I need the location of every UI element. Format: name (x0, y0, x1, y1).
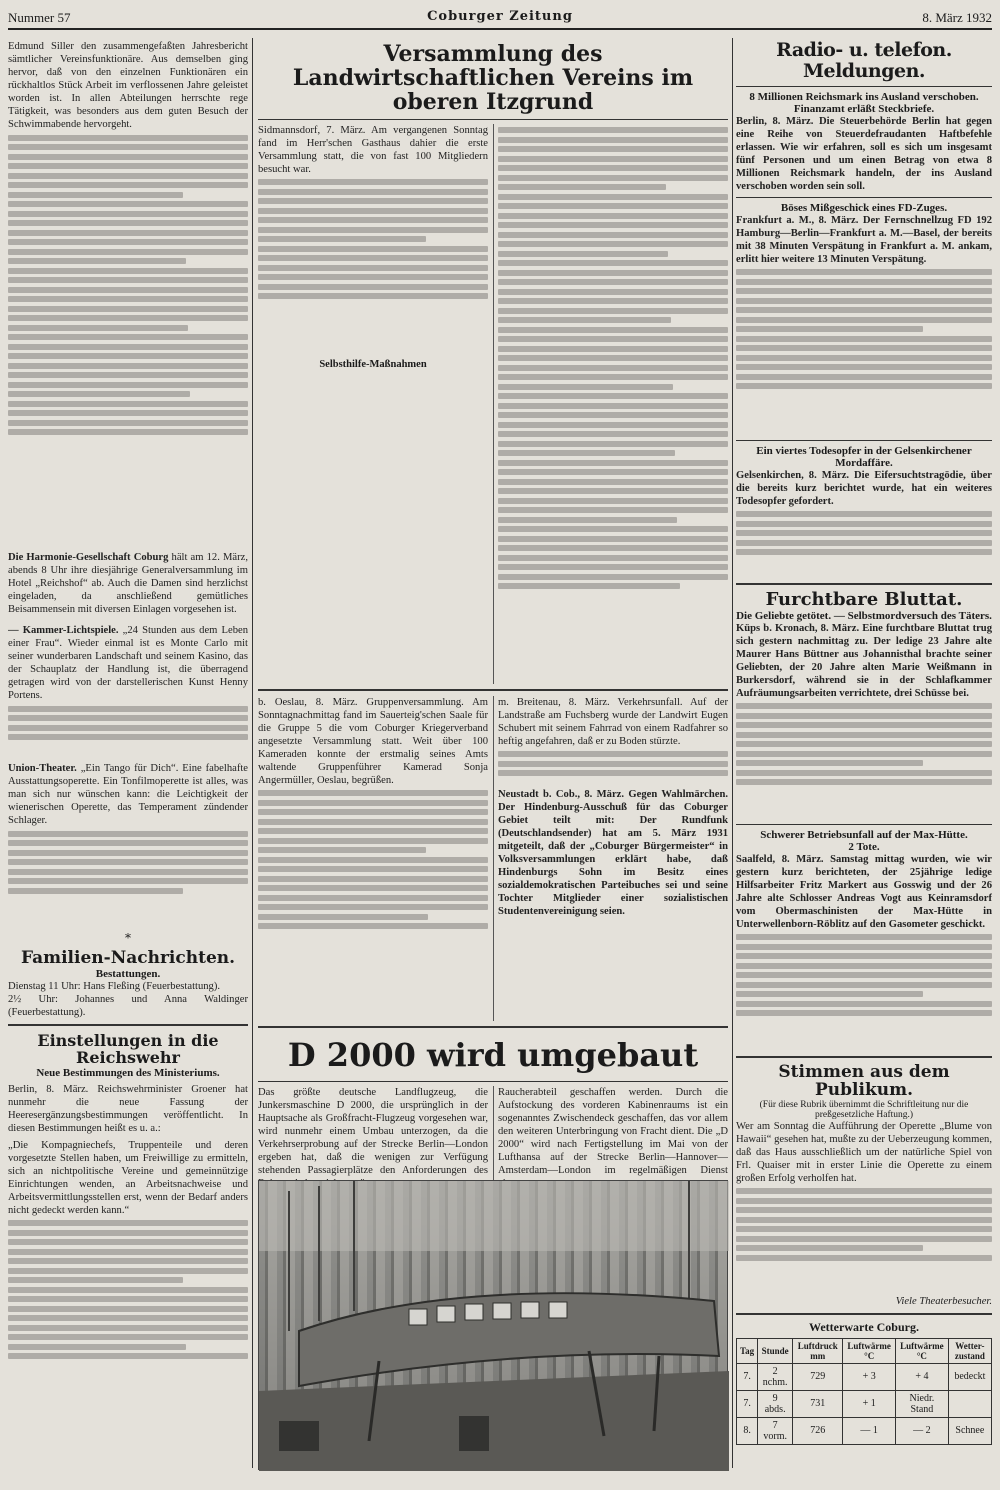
text-line (736, 963, 992, 969)
text-line (8, 192, 183, 198)
text-line (8, 715, 248, 721)
text-line (8, 144, 248, 150)
text-line (498, 146, 728, 152)
text-line (8, 1306, 248, 1312)
text-line (8, 859, 248, 865)
weather-cell: Niedr. Stand (896, 1390, 949, 1417)
article-body-filler (736, 266, 992, 436)
text-line (498, 469, 728, 475)
text-line (498, 270, 728, 276)
weather-row (737, 1417, 992, 1444)
versammlung-heading: Versammlung des Landwirtschaftlichen Vereins im oberen Itzgrund (292, 41, 694, 116)
text-line (258, 217, 488, 223)
text-line (498, 517, 677, 523)
text-line (498, 770, 728, 776)
bluttat-subheading: Die Geliebte getötet. — Selbstmordversuch des Täters. (736, 609, 992, 622)
article-body-filler (8, 827, 248, 927)
kammer-text: „24 Stunden aus dem Leben einer Frau“. Wieder einmal ist es Monte Carlo mit seiner wunderbaren Landschaft und seinem Kasino, das der Schauplatz der Handlung ist, die überragend getragen wird von der darstellerischen Kunst Henny Portens. (8, 625, 248, 701)
text-line (498, 260, 728, 266)
text-line (736, 1226, 992, 1232)
reichswehr-subheading: Neue Bestimmungen des Ministeriums. (36, 1066, 220, 1079)
weather-header-cell: Wetter-zustand (948, 1338, 991, 1363)
text-line (8, 201, 248, 207)
weather-heading: Wetterwarte Coburg. (809, 1319, 919, 1334)
weather-cell: + 1 (843, 1390, 896, 1417)
section-rule (736, 583, 992, 585)
text-line (498, 564, 728, 570)
text-line (736, 944, 992, 950)
text-line (258, 857, 488, 863)
text-line (8, 888, 183, 894)
column-divider (252, 38, 253, 1468)
article-body-filler (8, 702, 248, 762)
section-rule (736, 86, 992, 87)
text-line (258, 293, 488, 299)
reichswehr-text: Berlin, 8. März. Reichswehrminister Groener hat nunmehr die neue Fassung der Heeresergänzungsbestimmungen veröffentlicht. In diesen Bestimmungen heißt es u. a.: (8, 1083, 248, 1134)
text-line (498, 431, 728, 437)
text-line (258, 274, 488, 280)
text-line (498, 403, 728, 409)
text-line (498, 156, 728, 162)
text-line (258, 255, 488, 261)
article-body-filler (8, 1217, 248, 1417)
text-line (736, 317, 992, 323)
weather-header-cell: Luftdruck mm (793, 1338, 843, 1363)
section-rule (258, 119, 728, 120)
union-article (8, 762, 248, 827)
text-line (736, 982, 992, 988)
text-line (498, 289, 728, 295)
text-line (8, 1344, 186, 1350)
text-line (8, 1296, 248, 1302)
text-line (736, 713, 992, 719)
text-line (736, 383, 992, 389)
text-line (8, 182, 248, 188)
oeslau-article: b. Oeslau, 8. März. Gruppenversammlung. Am Sonntagnachmittag fand im Sauerteig'schen Saale für die Gruppe 5 die vom Coburger Kriegerverband angesetzte Versammlung statt. Weit über 100 Kameraden konnte der erstmalig seines Amts waltende Gruppenführer Kamerad Sonja Angermüller, Oeslau, begrüßen. (258, 696, 488, 786)
text-line (736, 279, 992, 285)
article-body-filler (736, 1185, 992, 1295)
stimmen-subheading: (Für diese Rubrik übernimmt die Schriftleitung nur die preßgesetzliche Haftung.) (759, 1099, 969, 1120)
text-line (498, 308, 728, 314)
bestattung-entry: Dienstag 11 Uhr: Hans Fleßing (Feuerbestattung). (8, 980, 221, 992)
text-line (736, 521, 992, 527)
text-line (8, 1249, 248, 1255)
text-line (736, 741, 992, 747)
text-line (8, 277, 248, 283)
text-line (258, 179, 488, 185)
weather-cell: + 3 (843, 1363, 896, 1390)
text-line (736, 770, 992, 776)
text-line (258, 885, 488, 891)
weather-row (737, 1390, 992, 1417)
text-line (8, 401, 248, 407)
maxhuette-heading: Schwerer Betriebsunfall auf der Max-Hütte. (760, 828, 968, 841)
kammer-article (8, 624, 248, 702)
weather-cell: 731 (793, 1390, 843, 1417)
neustadt-article: Neustadt b. Cob., 8. März. Gegen Wahlmärchen. Der Hindenburg-Ausschuß für das Coburger Gebiet teilt mit: Der Rundfunk (Deutschlandsender) hat am 5. März 1931 mitgeteilt, daß der „Coburger Bürgermeister“ in Volksversammlungen erklärt habe, daß Hindenburgs Sohn im Besitz eines sozialdemokratischen Parteibuches sei und seine Tochter Mitglieder einer sozialistischen Studentenvereinigung seien. (498, 788, 728, 917)
text-line (8, 258, 186, 264)
text-line (736, 953, 992, 959)
fd-heading: Böses Mißgeschick eines FD-Zuges. (780, 201, 948, 214)
text-line (8, 1268, 248, 1274)
text-line (498, 555, 728, 561)
maxhuette-subheading: 2 Tote. (848, 840, 880, 853)
text-line (736, 1188, 992, 1194)
text-line (498, 526, 728, 532)
text-line (498, 460, 728, 466)
text-line (498, 355, 728, 361)
weather-cell: + 4 (896, 1363, 949, 1390)
weather-header-cell: Stunde (758, 1338, 793, 1363)
text-line (258, 198, 488, 204)
text-line (736, 269, 992, 275)
text-line (8, 420, 248, 426)
text-line (258, 876, 488, 882)
text-line (8, 315, 248, 321)
text-line (8, 1239, 248, 1245)
breitenau-article: m. Breitenau, 8. März. Verkehrsunfall. Auf der Landstraße am Fuchsberg wurde der Landwirt Eugen Schubert mit seinem Fahrrad von einem Radfahrer so heftig angefahren, daß er zu Boden stürzte. (498, 696, 728, 747)
text-line (736, 722, 992, 728)
section-rule (736, 440, 992, 441)
text-line (736, 1217, 992, 1223)
bestattungen-heading: Bestattungen. (95, 967, 161, 980)
section-rule (8, 1024, 248, 1026)
text-line (736, 1001, 992, 1007)
text-line (8, 1277, 183, 1283)
text-line (736, 751, 992, 757)
versammlung-lead: Sidmannsdorf, 7. März. Am vergangenen Sonntag fand im Herr'schen Gasthaus dahier die erste Versammlung statt, die von fast 100 Mitgliedern besucht war. (258, 124, 488, 175)
text-line (498, 450, 675, 456)
text-line (498, 137, 728, 143)
text-line (736, 1010, 992, 1016)
text-line (498, 298, 728, 304)
text-line (258, 904, 488, 910)
article-text: Edmund Siller den zusammengefaßten Jahresbericht sämtlicher Vereinsfunktionäre. Aus demselben ging hervor, daß von den einzelnen Funktionären ein rückhaltlos Stück Arbeit im verflossenen Jahre geleistet worden ist. In allen Abteilungen herrschte rege Tätigkeit, was besonders aus dem guten Besuch der Schwimmabende hervorgeht. (8, 41, 248, 130)
text-line (498, 203, 728, 209)
text-line (8, 249, 248, 255)
union-text: „Ein Tango für Dich“. Eine fabelhafte Ausstattungsoperette. Ein Tonfilmoperette ist alles, was man sich nur wünschen kann: die Leichtigkeit der wienerischen Operette, das Temperament zündender Schlager. (8, 763, 248, 826)
text-line (736, 972, 992, 978)
text-line (736, 549, 992, 555)
maxhuette-text: Saalfeld, 8. März. Samstag mittag wurden, wie wir gestern kurz berichteten, der 25jährige ledige Hilfsarbeiter Fritz Markert aus Gosswig und der 26 Jahre alte Schlosser Andreas Vogt aus Keinramsdorf vom Obermaschinisten der Max-Hütte in Unterwellenborn-Röblitz auf den Gasometer geschickt. (736, 853, 992, 930)
text-line (8, 878, 248, 884)
reichswehr-quote: „Die Kompagniechefs, Truppenteile und deren vorgesetzte Stellen haben, um Freiwillige zu ermitteln, sich an nichtpolitische Vereine und gemeinnützige Einrichtungen wenden, an Arbeitsnachweise und Arbeitsvermittlungsstellen erst, wenn der Bedarf anders nicht gedeckt werden kann.“ (8, 1139, 248, 1216)
text-line (8, 1230, 248, 1236)
asterisk-divider: * (125, 931, 131, 945)
weather-header-cell: Luftwärme °C (843, 1338, 896, 1363)
text-line (8, 850, 248, 856)
text-line (8, 734, 248, 740)
text-line (498, 241, 728, 247)
text-line (736, 1198, 992, 1204)
text-line (498, 393, 728, 399)
section-rule (736, 1056, 992, 1058)
text-line (8, 382, 248, 388)
weather-cell: 8. (737, 1417, 758, 1444)
text-line (8, 706, 248, 712)
text-line (498, 336, 728, 342)
union-title: Union-Theater. (8, 763, 77, 774)
section-rule (258, 1026, 728, 1028)
harmonie-article (8, 551, 248, 616)
text-line (258, 189, 488, 195)
text-line (8, 154, 248, 160)
text-line (8, 239, 248, 245)
text-line (498, 498, 728, 504)
text-line (8, 230, 248, 236)
text-line (498, 751, 728, 757)
text-line (8, 1325, 248, 1331)
versammlung-article (258, 124, 728, 684)
text-line (736, 355, 992, 361)
text-line (258, 246, 488, 252)
article-body-filler (736, 508, 992, 578)
column-right (736, 40, 992, 1460)
weather-cell: 9 abds. (758, 1390, 793, 1417)
text-line (258, 208, 488, 214)
text-line (8, 429, 248, 435)
section-rule (258, 689, 728, 691)
radio-subheading: 8 Millionen Reichsmark ins Ausland verschoben. (749, 90, 979, 103)
text-line (258, 895, 488, 901)
text-line (736, 530, 992, 536)
text-line (736, 326, 923, 332)
article-body-filler (258, 787, 488, 987)
text-line (498, 165, 728, 171)
text-line (8, 334, 248, 340)
text-line (8, 173, 248, 179)
text-line (498, 213, 728, 219)
harmonie-text: hält am 12. März, abends 8 Uhr ihre diesjährige Generalversammlung im Hotel „Reichshof“ ab. Auch die Damen sind herzlichst eingeladen, da anschließend gemütliches Beisammensein mit diversen Einlagen vorgesehen ist. (8, 552, 248, 615)
text-line (498, 536, 728, 542)
text-line (258, 828, 488, 834)
weather-header-cell: Tag (737, 1338, 758, 1363)
weather-header-row (737, 1338, 992, 1363)
issue-date: 8. März 1932 (922, 10, 992, 25)
article-body-filler (498, 124, 728, 684)
text-line (498, 488, 728, 494)
text-line (8, 869, 248, 875)
weather-row (737, 1363, 992, 1390)
weather-cell: — 1 (843, 1417, 896, 1444)
text-line (498, 232, 728, 238)
text-line (736, 374, 992, 380)
bluttat-heading: Furchtbare Bluttat. (765, 588, 963, 610)
text-line (498, 384, 673, 390)
text-line (498, 422, 728, 428)
text-line (736, 307, 992, 313)
text-line (736, 934, 992, 940)
text-line (736, 703, 992, 709)
text-line (498, 175, 728, 181)
bestattung-entry: 2½ Uhr: Johannes und Anna Waldinger (Feuerbestattung). (8, 993, 248, 1018)
text-line (8, 306, 248, 312)
text-line (498, 574, 728, 580)
newspaper-title: Coburger Zeitung (427, 9, 573, 24)
text-line (8, 296, 248, 302)
article-body-filler (736, 700, 992, 820)
text-line (498, 583, 680, 589)
text-line (736, 732, 992, 738)
text-line (8, 391, 190, 397)
text-line (8, 1334, 248, 1340)
text-line (498, 222, 728, 228)
text-line (498, 479, 728, 485)
text-line (8, 410, 248, 416)
text-line (498, 346, 728, 352)
text-line (8, 1315, 248, 1321)
text-line (8, 831, 248, 837)
text-line (258, 847, 426, 853)
text-line (8, 135, 248, 141)
text-line (8, 363, 248, 369)
text-line (258, 790, 488, 796)
text-line (498, 374, 728, 380)
weather-cell: 726 (793, 1417, 843, 1444)
text-line (498, 251, 668, 257)
text-line (258, 284, 488, 290)
familien-heading: Familien-Nachrichten. (20, 948, 236, 968)
text-line (258, 800, 488, 806)
text-line (498, 327, 728, 333)
text-line (258, 923, 488, 929)
aircraft-photo (258, 1180, 728, 1470)
section-rule (736, 1313, 992, 1315)
fd-text: Frankfurt a. M., 8. März. Der Fernschnellzug FD 192 Hamburg—Berlin—Frankfurt a. M.—Basel, der bereits mit 38 Minuten Verspätung in Frankfurt a. M. ankam, erlitt hier weitere 13 Minuten Verspätung. (736, 214, 992, 265)
text-line (8, 353, 248, 359)
text-line (258, 819, 488, 825)
reichswehr-heading: Einstellungen in die Reichswehr (37, 1030, 219, 1068)
weather-cell: 7. (737, 1363, 758, 1390)
d2000-text: Das größte deutsche Landflugzeug, die Junkersmaschine D 2000, die ursprünglich in der Hauptsache als Großfracht-Flugzeug vorgesehen war, wird nunmehr einem Umbau unterzogen, da die Verkehrserprobung auf der Strecke Berlin—London ergeben hat, daß die wenigen zur Verfügung stehenden Passagierplätze den Anforderungen des (258, 1086, 488, 1176)
selbsthilfe-subheading: Selbsthilfe-Maßnahmen (319, 358, 427, 370)
text-line (736, 364, 992, 370)
radio-subheading-2: Finanzamt erläßt Steckbriefe. (793, 102, 935, 115)
weather-cell: 729 (793, 1363, 843, 1390)
text-line (498, 441, 728, 447)
text-line (258, 914, 428, 920)
text-line (8, 287, 248, 293)
article-body-filler (498, 748, 728, 788)
text-line (736, 540, 992, 546)
text-line (736, 779, 992, 785)
text-line (498, 127, 728, 133)
article-body-filler (736, 931, 992, 1051)
text-line (258, 838, 488, 844)
text-line (736, 1236, 992, 1242)
gelsen-heading: Ein viertes Todesopfer in der Gelsenkirchener Mordaffäre. (756, 444, 972, 469)
text-line (498, 545, 728, 551)
masthead (8, 4, 992, 30)
weather-cell: 7. (737, 1390, 758, 1417)
text-line (8, 1220, 248, 1226)
article-body-filler (8, 131, 248, 551)
text-line (736, 1245, 923, 1251)
d2000-text-continued: Raucherabteil geschaffen werden. Durch die Aufstockung des vorderen Kabinenraums ist ein sogenanntes Zwischendeck geschaffen, das vor allem den weiteren Unterbringung von Fracht dient. Die „D 2000“ wird nach Fertigstellung im Mai von der Lufthansa auf der Strecke Berlin—Hannover—Amsterdam—London im regelmäßigen Dienst (498, 1086, 728, 1176)
text-line (498, 761, 728, 767)
bluttat-text: Küps b. Kronach, 8. März. Eine furchtbare Bluttat trug sich gestern nachmittag zu. Der ledige 23 Jahre alte Maurer Hans Büttner aus Johannisthal brachte seiner Geliebten, der 20 Jahre alten Marie Weißmann in Burkersdorf, während sie in der Schlafkammer Aufräumungsarbeiten verrichtete, drei Schüsse bei. (736, 622, 992, 699)
text-line (736, 511, 992, 517)
column-left (8, 40, 248, 1460)
weather-header-cell: Luftwärme °C (896, 1338, 949, 1363)
text-line (736, 1207, 992, 1213)
gelsen-text: Gelsenkirchen, 8. März. Die Eifersuchtstragödie, über die bereits kurz berichtet wurde, hat ein weiteres Todesopfer gefordert. (736, 469, 992, 507)
text-line (736, 1255, 992, 1261)
issue-number: Nummer 57 (8, 10, 71, 25)
d2000-heading: D 2000 wird umgebaut (287, 1035, 699, 1074)
text-line (498, 317, 671, 323)
text-line (8, 372, 248, 378)
local-news (258, 696, 728, 1021)
text-line (8, 325, 188, 331)
text-line (8, 1287, 248, 1293)
text-line (736, 760, 923, 766)
weather-cell (948, 1390, 991, 1417)
weather-cell: 7 vorm. (758, 1417, 793, 1444)
text-line (498, 184, 666, 190)
text-line (498, 507, 728, 513)
text-line (8, 220, 248, 226)
text-line (8, 211, 248, 217)
kammer-title: — Kammer-Lichtspiele. (8, 625, 119, 636)
text-line (8, 163, 248, 169)
text-line (8, 344, 248, 350)
article-body-filler (258, 176, 488, 356)
weather-cell: — 2 (896, 1417, 949, 1444)
text-line (736, 991, 923, 997)
text-line (8, 725, 248, 731)
harmonie-title: Die Harmonie-Gesellschaft Coburg (8, 552, 169, 563)
section-rule (258, 1081, 728, 1082)
stimmen-heading: Stimmen aus dem Publikum. (778, 1061, 950, 1101)
text-line (736, 336, 992, 342)
text-line (8, 1353, 248, 1359)
text-line (736, 345, 992, 351)
text-line (258, 236, 426, 242)
text-line (498, 365, 728, 371)
text-line (498, 194, 728, 200)
section-rule (736, 197, 992, 198)
text-line (258, 866, 488, 872)
text-line (8, 1258, 248, 1264)
text-line (498, 412, 728, 418)
weather-table (736, 1338, 992, 1445)
section-rule (736, 824, 992, 825)
text-line (736, 298, 992, 304)
stimmen-text: Wer am Sonntag die Aufführung der Operette „Blume von Hawaii“ gesehen hat, mußte zu der Ueberzeugung kommen, daß das Haus ausschließlich um der natürliche Spiel von Frl. Quaiser mit in erster Linie die Operette zu einem großen Erfolg verholfen hat. (736, 1120, 992, 1184)
text-line (258, 809, 488, 815)
aircraft-illustration (259, 1181, 729, 1471)
weather-cell: 2 nchm. (758, 1363, 793, 1390)
text-line (258, 227, 488, 233)
text-line (736, 288, 992, 294)
weather-cell: bedeckt (948, 1363, 991, 1390)
text-line (498, 279, 728, 285)
radio-text: Berlin, 8. März. Die Steuerbehörde Berlin hat gegen eine Reihe von Steuerdefraudanten Haftbefehle erlassen. Wie wir erfahren, soll es sich um insgesamt fünf Personen und um einen Betrag von etwa 8 Millionen Reichsmark handeln, der ins Ausland verschoben worden sein soll. (736, 115, 992, 192)
stimmen-signature: Viele Theaterbesucher. (895, 1295, 992, 1307)
text-line (8, 268, 248, 274)
radio-heading: Radio- u. telefon. Meldungen. (776, 40, 952, 82)
weather-cell: Schnee (948, 1417, 991, 1444)
column-divider (732, 38, 733, 1468)
text-line (258, 265, 488, 271)
text-line (8, 840, 248, 846)
